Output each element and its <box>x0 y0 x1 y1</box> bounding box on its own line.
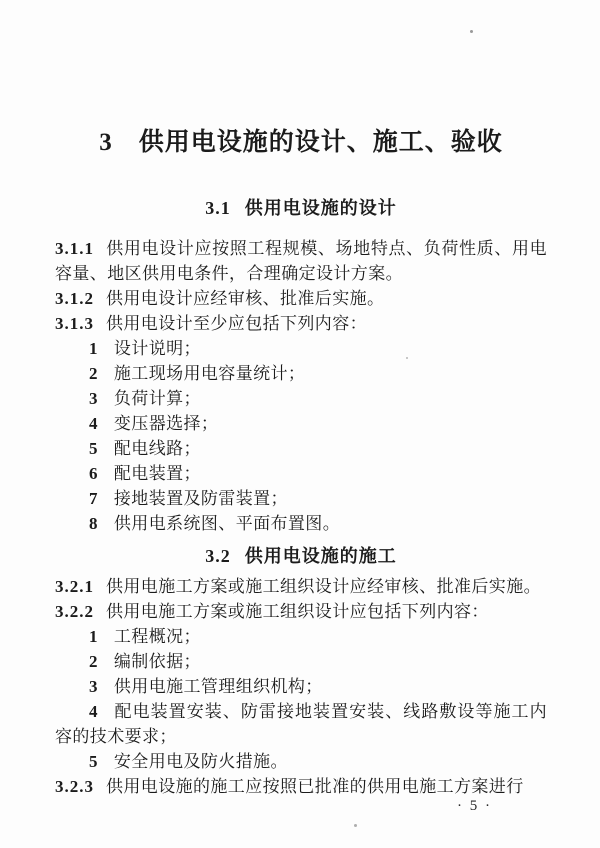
clause-text: 供用电设计应按照工程规模、场地特点、负荷性质、用电容量、地区供用电条件，合理确定设计方案。 <box>55 239 547 283</box>
item-number: 4 <box>89 414 98 433</box>
sections-container <box>55 196 547 799</box>
list-item <box>55 699 547 749</box>
item-text: 配电装置； <box>113 464 201 483</box>
scan-speck <box>354 824 357 827</box>
page-number: · 5 · <box>457 798 492 814</box>
list-item <box>55 749 547 774</box>
scan-speck <box>470 30 473 33</box>
item-text: 施工现场用电容量统计； <box>113 364 306 383</box>
clause-text: 供用电施工方案或施工组织设计应包括下列内容： <box>106 602 489 621</box>
item-text: 工程概况； <box>113 627 201 646</box>
item-number: 2 <box>89 652 98 671</box>
item-number: 7 <box>89 489 98 508</box>
item-text: 安全用电及防火措施。 <box>113 752 288 771</box>
clause-text: 供用电设计应经审核、批准后实施。 <box>106 289 385 308</box>
item-number: 4 <box>89 702 98 721</box>
clause-paragraph <box>55 774 547 799</box>
item-number: 5 <box>89 752 98 771</box>
scan-speck <box>406 357 408 359</box>
clause-paragraph <box>55 236 547 286</box>
section-title: 供用电设施的设计 <box>244 198 397 218</box>
item-number: 8 <box>89 514 98 533</box>
list-item <box>55 386 547 411</box>
item-text: 配电线路； <box>113 439 201 458</box>
list-item <box>55 511 547 536</box>
item-number: 1 <box>89 339 98 358</box>
item-text: 供用电施工管理组织机构； <box>113 677 323 696</box>
item-text: 配电装置安装、防雷接地装置安装、线路敷设等施工内容的技术要求； <box>55 702 547 746</box>
clause-number: 3.2.1 <box>55 577 94 596</box>
chapter-number: 3 <box>99 129 113 156</box>
item-text: 变压器选择； <box>113 414 219 433</box>
item-text: 编制依据； <box>113 652 201 671</box>
list-item <box>55 649 547 674</box>
clause-number: 3.1.3 <box>55 314 94 333</box>
item-number: 5 <box>89 439 98 458</box>
chapter-heading <box>55 128 547 158</box>
item-number: 2 <box>89 364 98 383</box>
clause-number: 3.1.1 <box>55 239 94 258</box>
item-text: 接地装置及防雷装置； <box>113 489 288 508</box>
clause-number: 3.1.2 <box>55 289 94 308</box>
list-item <box>55 674 547 699</box>
item-number: 6 <box>89 464 98 483</box>
list-item <box>55 336 547 361</box>
section-heading <box>55 544 547 568</box>
item-text: 供用电系统图、平面布置图。 <box>113 514 341 533</box>
clause-paragraph <box>55 286 547 311</box>
clause-text: 供用电施工方案或施工组织设计应经审核、批准后实施。 <box>106 577 541 596</box>
list-item <box>55 411 547 436</box>
section-title: 供用电设施的施工 <box>244 546 397 566</box>
clause-text: 供用电设施的施工应按照已批准的供用电施工方案进行 <box>106 777 524 796</box>
clause-text: 供用电设计至少应包括下列内容： <box>106 314 367 333</box>
chapter-title: 供用电设施的设计、施工、验收 <box>138 129 503 156</box>
list-item <box>55 361 547 386</box>
item-number: 1 <box>89 627 98 646</box>
item-number: 3 <box>89 389 98 408</box>
clause-paragraph <box>55 574 547 599</box>
clause-paragraph <box>55 599 547 624</box>
page-content <box>55 0 547 799</box>
clause-paragraph <box>55 311 547 336</box>
list-item <box>55 461 547 486</box>
section-heading <box>55 196 547 220</box>
list-item <box>55 624 547 649</box>
item-text: 设计说明； <box>113 339 201 358</box>
clause-number: 3.2.2 <box>55 602 94 621</box>
section-number: 3.1 <box>205 198 231 218</box>
item-text: 负荷计算； <box>113 389 201 408</box>
item-number: 3 <box>89 677 98 696</box>
clause-number: 3.2.3 <box>55 777 94 796</box>
section-number: 3.2 <box>205 546 231 566</box>
list-item <box>55 486 547 511</box>
list-item <box>55 436 547 461</box>
